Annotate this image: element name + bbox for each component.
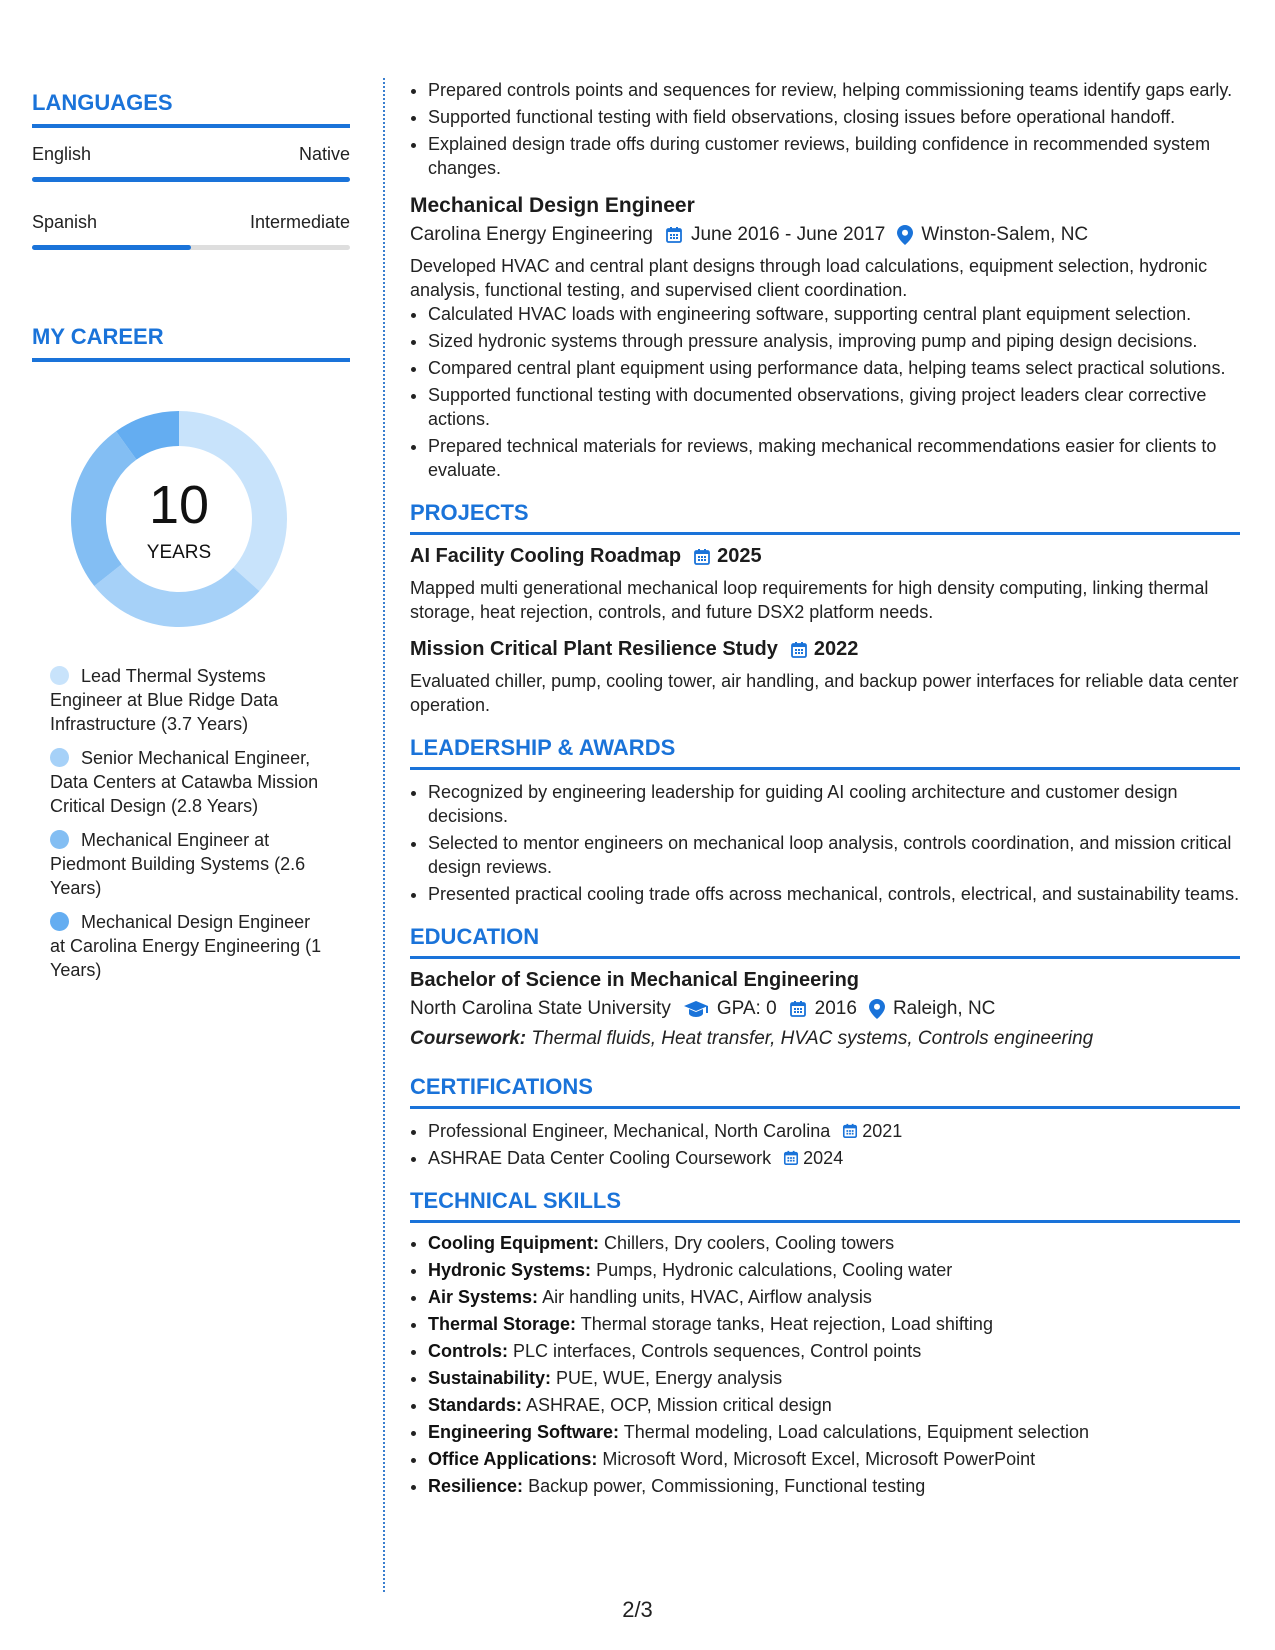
language-name: Spanish [32,212,98,232]
list-item: • Sustainability: PUE, WUE, Energy analysis [428,1366,1240,1390]
sidebar [32,90,350,992]
school-location: Raleigh, NC [892,998,996,1019]
calendar-icon [665,226,683,244]
list-item: • Hydronic Systems: Pumps, Hydronic calculations, Cooling water [428,1258,1240,1282]
proficiency-fill [32,245,191,250]
skills-title: TECHNICAL SKILLS [410,1188,1240,1223]
language-name: English [32,144,92,164]
project-desc: Mapped multi generational mechanical loop requirements for high density computing, linking thermal storage, heat rejection, controls, and future DSX2 platform needs. [410,578,1209,622]
language-level: Intermediate [249,212,350,232]
list-item: • Supported functional testing with field observations, closing issues before operational handoff. [428,105,1240,129]
leadership-bullets [410,780,1240,906]
legend-item: Lead Thermal Systems Engineer at Blue Ridge Data Infrastructure (3.7 Years) [50,666,279,734]
calendar-icon [789,1000,807,1018]
prev-role-bullets [410,78,1240,180]
language-level: Native [298,144,350,164]
education-meta [410,998,1240,1020]
list-item: • Calculated HVAC loads with engineering software, supporting central plant equipment selection. [428,302,1240,326]
degree-title: Bachelor of Science in Mechanical Engineering [410,969,860,991]
list-item: • Professional Engineer, Mechanical, North Carolina 2021 [428,1119,1240,1143]
list-item: • Air Systems: Air handling units, HVAC, Airflow analysis [428,1285,1240,1309]
education-title: EDUCATION [410,924,1240,959]
graduation-year: 2016 [814,998,857,1019]
career-total-label: YEARS [146,542,212,563]
list-item: • Compared central plant equipment using performance data, helping teams select practical solutions. [428,356,1240,380]
project-title: Mission Critical Plant Resilience Study 2022 [410,638,859,660]
role-meta [410,224,1240,246]
project-year: 2025 [717,545,762,567]
school-name: North Carolina State University [410,998,671,1019]
calendar-icon [842,1123,858,1139]
role-summary: Developed HVAC and central plant designs through load calculations, equipment selection, hydronic analysis, functional testing, and supervised client coordination. [410,256,1208,300]
role-title: Mechanical Design Engineer [410,194,695,217]
proficiency-fill [32,177,350,182]
legend-item: Mechanical Design Engineer at Carolina Energy Engineering (1 Years) [50,912,322,980]
company-name: Carolina Energy Engineering [410,224,653,245]
project-desc: Evaluated chiller, pump, cooling tower, air handling, and backup power interfaces for reliable data center operation. [410,671,1239,715]
page-number: 2/3 [622,1597,653,1622]
list-item: • Office Applications: Microsoft Word, Microsoft Excel, Microsoft PowerPoint [428,1447,1240,1471]
proficiency-bar [32,245,350,250]
coursework-list: Thermal fluids, Heat transfer, HVAC systems, Controls engineering [531,1028,1094,1049]
list-item: • ASHRAE Data Center Cooling Coursework 2024 [428,1146,1240,1170]
list-item: • Sized hydronic systems through pressure analysis, improving pump and piping design decisions. [428,329,1240,353]
coursework-label: Coursework: [410,1028,527,1049]
legend-dot [50,830,69,849]
career-legend [50,664,330,982]
location-pin-icon [897,225,913,245]
list-item: • Selected to mentor engineers on mechanical loop analysis, controls coordination, and mission critical design reviews. [428,831,1240,879]
list-item: • Recognized by engineering leadership for guiding AI cooling architecture and customer design decisions. [428,780,1240,828]
legend-item: Mechanical Engineer at Piedmont Building Systems (2.6 Years) [50,830,306,898]
main-content [410,78,1240,1501]
legend-dot [50,912,69,931]
legend-dot [50,748,69,767]
language-spanish [32,212,350,250]
list-item: • Supported functional testing with documented observations, giving project leaders clear corrective actions. [428,383,1240,431]
gpa: GPA: 0 [716,998,777,1019]
cert-year: 2024 [803,1148,844,1168]
graduation-cap-icon [683,1000,709,1018]
location-pin-icon [869,999,885,1019]
list-item: • Resilience: Backup power, Commissioning, Functional testing [428,1474,1240,1498]
leadership-title: LEADERSHIP & AWARDS [410,735,1240,770]
role-bullets [410,302,1240,482]
column-divider [383,78,385,1592]
list-item: • Engineering Software: Thermal modeling, Load calculations, Equipment selection [428,1420,1240,1444]
coursework [410,1028,1240,1050]
list-item: • Thermal Storage: Thermal storage tanks, Heat rejection, Load shifting [428,1312,1240,1336]
list-item: • Prepared technical materials for reviews, making mechanical recommendations easier for clients to evaluate. [428,434,1240,482]
cert-year: 2021 [862,1121,903,1141]
list-item: • Explained design trade offs during customer reviews, building confidence in recommended system changes. [428,132,1240,180]
role-dates: June 2016 - June 2017 [690,224,886,245]
career-title: MY CAREER [32,324,350,362]
list-item: • Cooling Equipment: Chillers, Dry coolers, Cooling towers [428,1231,1240,1255]
calendar-icon [693,548,711,566]
skills-list [410,1231,1240,1498]
role-location: Winston-Salem, NC [921,224,1089,245]
list-item: • Standards: ASHRAE, OCP, Mission critical design [428,1393,1240,1417]
languages-title: LANGUAGES [32,90,350,128]
language-english [32,144,350,182]
certifications-title: CERTIFICATIONS [410,1074,1240,1109]
list-item: • Controls: PLC interfaces, Controls sequences, Control points [428,1339,1240,1363]
list-item: • Presented practical cooling trade offs across mechanical, controls, electrical, and sustainability teams. [428,882,1240,906]
career-donut [64,404,294,634]
list-item: • Prepared controls points and sequences for review, helping commissioning teams identify gaps early. [428,78,1240,102]
career-total-years: 10 [148,475,210,535]
proficiency-bar [32,177,350,182]
projects-title: PROJECTS [410,500,1240,535]
calendar-icon [783,1150,799,1166]
project-title: AI Facility Cooling Roadmap 2025 [410,545,762,567]
legend-item: Senior Mechanical Engineer, Data Centers at Catawba Mission Critical Design (2.8 Years) [50,748,319,816]
calendar-icon [790,641,808,659]
legend-dot [50,666,69,685]
certifications-list [410,1119,1240,1170]
project-year: 2022 [813,638,859,660]
